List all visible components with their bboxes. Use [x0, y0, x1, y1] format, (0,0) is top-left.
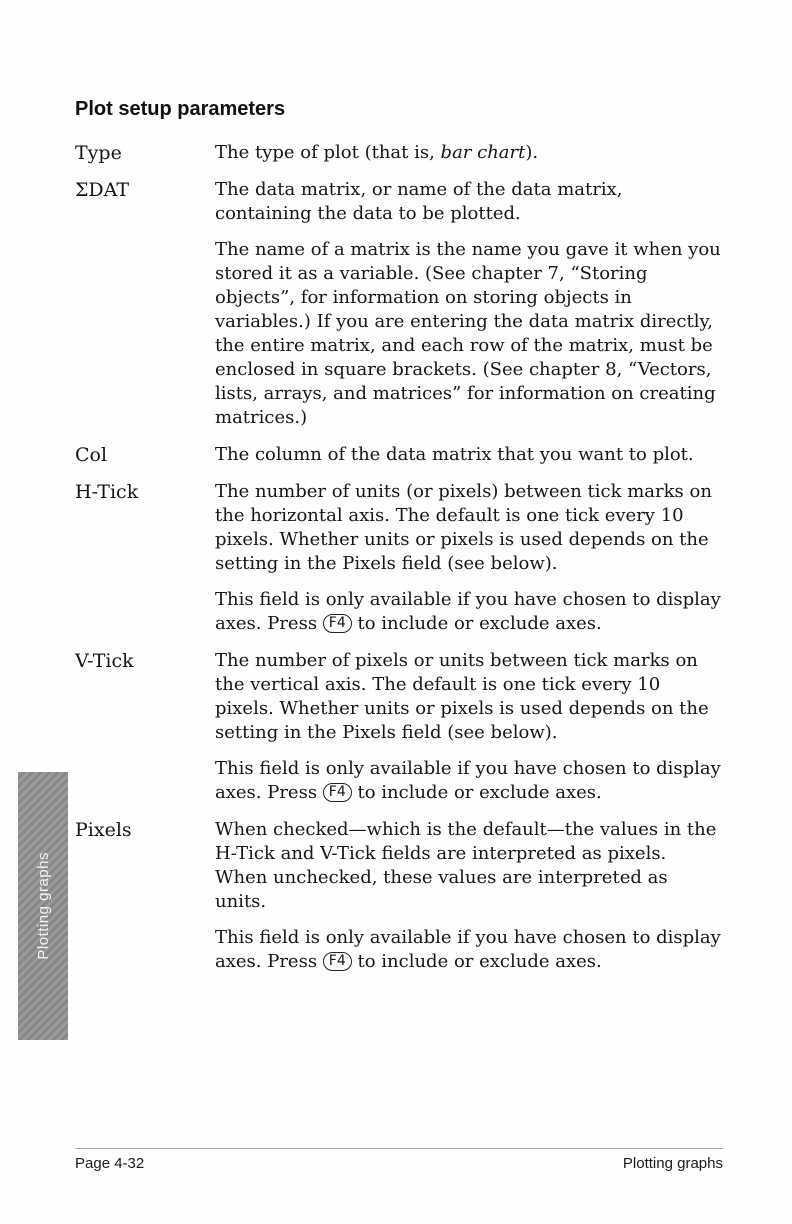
- parameter-description: [215, 649, 723, 805]
- paragraph: This field is only available if you have chosen to display axes. Press F4 to include or exclude axes.: [215, 589, 721, 634]
- paragraph: This field is only available if you have chosen to display axes. Press F4 to include or exclude axes.: [215, 927, 721, 972]
- parameter-term: Col: [75, 444, 108, 466]
- definition-entry: [75, 649, 723, 805]
- page-number: Page 4-32: [75, 1155, 145, 1172]
- parameter-description: [215, 443, 723, 467]
- paragraph: This field is only available if you have chosen to display axes. Press F4 to include or exclude axes.: [215, 758, 721, 803]
- footer-row: [75, 1155, 723, 1172]
- page-content: [75, 98, 723, 987]
- definition-entry: [75, 141, 723, 165]
- f4-keycap: F4: [323, 952, 352, 971]
- parameter-term: H-Tick: [75, 481, 139, 503]
- f4-keycap: F4: [323, 614, 352, 633]
- footer-section-label: Plotting graphs: [622, 1155, 723, 1172]
- parameter-term: ΣDAT: [75, 179, 130, 201]
- parameter-description: [215, 178, 723, 430]
- paragraph: The data matrix, or name of the data matrix, containing the data to be plotted.: [215, 179, 623, 224]
- definition-list: [75, 141, 723, 974]
- paragraph: The number of pixels or units between tick marks on the vertical axis. The default is one tick every 10 pixels. Whether units or pixels is used depends on the setting in the Pixels field (see below).: [215, 650, 709, 743]
- paragraph: The number of units (or pixels) between tick marks on the horizontal axis. The default is one tick every 10 pixels. Whether units or pixels is used depends on the setting in the Pixels field (see below).: [215, 481, 712, 574]
- side-tab-label: Plotting graphs: [34, 852, 52, 960]
- paragraph: The type of plot (that is, bar chart).: [215, 142, 539, 163]
- paragraph: The name of a matrix is the name you gave it when you stored it as a variable. (See chapter 7, “Storing objects”, for information on storing objects in variables.) If you are entering the data matrix directly, the entire matrix, and each row of the matrix, must be enclosed in square brackets. (See chapter 8, “Vectors, lists, arrays, and matrices” for information on creating matrices.): [215, 239, 721, 428]
- parameter-term: Type: [75, 142, 122, 164]
- definition-entry: [75, 480, 723, 636]
- f4-keycap: F4: [323, 783, 352, 802]
- paragraph: When checked—which is the default—the values in the H-Tick and V-Tick fields are interpreted as pixels. When unchecked, these values are interpreted as units.: [215, 819, 717, 912]
- definition-entry: [75, 818, 723, 974]
- parameter-description: [215, 480, 723, 636]
- footer-rule: [75, 1148, 723, 1149]
- definition-entry: [75, 443, 723, 467]
- definition-entry: [75, 178, 723, 430]
- paragraph: The column of the data matrix that you want to plot.: [215, 444, 694, 465]
- parameter-description: [215, 818, 723, 974]
- italic-text: bar chart: [440, 142, 526, 163]
- parameter-term: V-Tick: [75, 650, 134, 672]
- page-title: Plot setup parameters: [75, 98, 286, 120]
- parameter-term: Pixels: [75, 819, 132, 841]
- parameter-description: [215, 141, 723, 165]
- chapter-side-tab: [18, 772, 68, 1040]
- page-footer: [75, 1148, 723, 1172]
